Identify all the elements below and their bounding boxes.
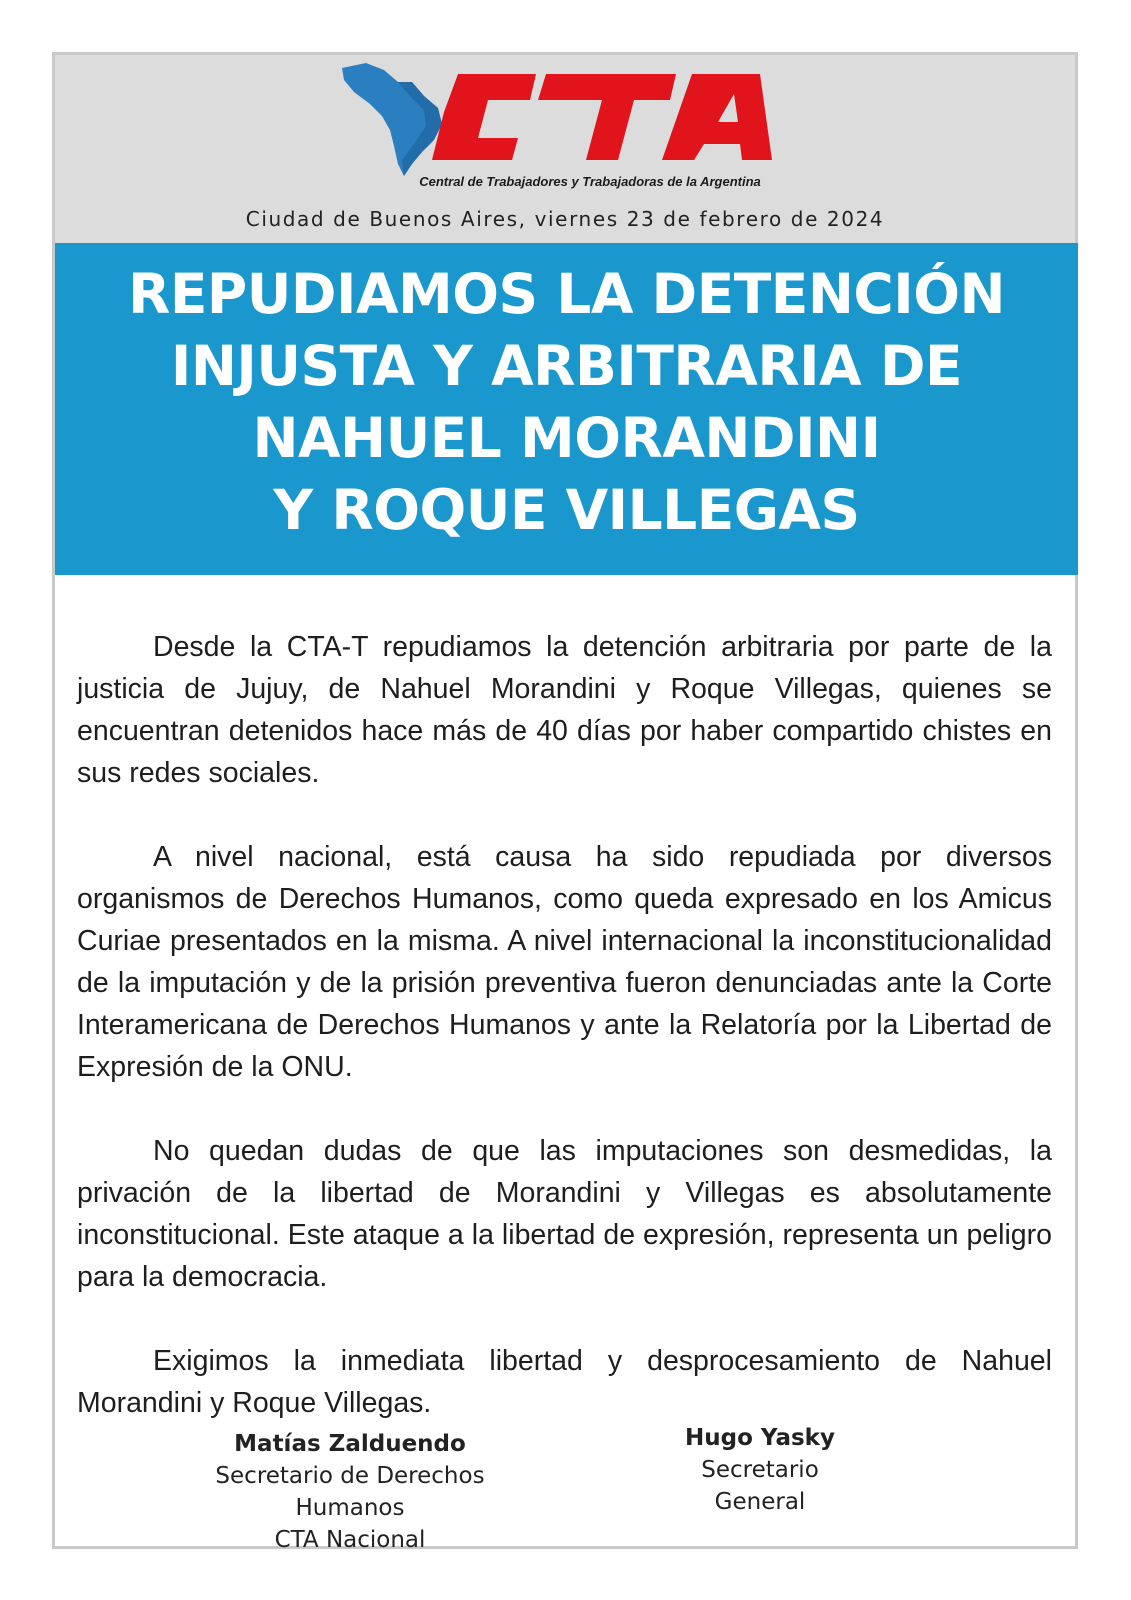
headline-line: Y ROQUE VILLEGAS: [273, 478, 860, 542]
headline-line: REPUDIAMOS LA DETENCIÓN: [127, 262, 1006, 326]
headline-line: INJUSTA Y ARBITRARIA DE: [170, 334, 963, 398]
signer-org: CTA Nacional: [274, 1527, 426, 1553]
signer-role: Secretario de Derechos Humanos: [215, 1463, 485, 1521]
signature-zalduendo: [160, 1428, 540, 1556]
signer-name: Hugo Yasky: [685, 1425, 835, 1451]
paragraph: No quedan dudas de que las imputaciones son desmedidas, la privación de la libertad de Morandini y Villegas es absolutamente inconstitucional. Este ataque a la libertad de expresión, representa un peligro para la democracia.: [77, 1135, 1052, 1293]
paragraph: A nivel nacional, está causa ha sido repudiada por diversos organismos de Derechos Humanos, como queda expresado en los Amicus Curiae presentados en la misma. A nivel internacional la inconstitucionalidad de la imputación y de la prisión preventiva fueron denunciadas ante la Corte Interamericana de Derechos Humanos y ante la Relatoría por la Libertad de Expresión de la ONU.: [77, 841, 1052, 1083]
paragraph: Exigimos la inmediata libertad y desprocesamiento de Nahuel Morandini y Roque Villegas.: [77, 1345, 1052, 1419]
org-tagline: Central de Trabajadores y Trabajadoras de la Argentina: [419, 174, 761, 189]
cta-logo: [340, 60, 790, 180]
signer-name: Matías Zalduendo: [234, 1431, 466, 1457]
paragraph: Desde la CTA-T repudiamos la detención arbitraria por parte de la justicia de Jujuy, de Nahuel Morandini y Roque Villegas, quienes se encuentran detenidos hace más de 40 días por haber compartido chistes en sus redes sociales.: [77, 631, 1052, 789]
page-title: [55, 258, 1078, 546]
signer-role: Secretario: [701, 1457, 819, 1483]
headline-line: NAHUEL MORANDINI: [252, 406, 881, 470]
signer-role-2: General: [714, 1489, 806, 1515]
signature-yasky: [640, 1422, 880, 1518]
statement-body: [77, 626, 1052, 1466]
dateline: Ciudad de Buenos Aires, viernes 23 de febrero de 2024: [245, 207, 885, 231]
logo-red-letters: [432, 74, 772, 160]
